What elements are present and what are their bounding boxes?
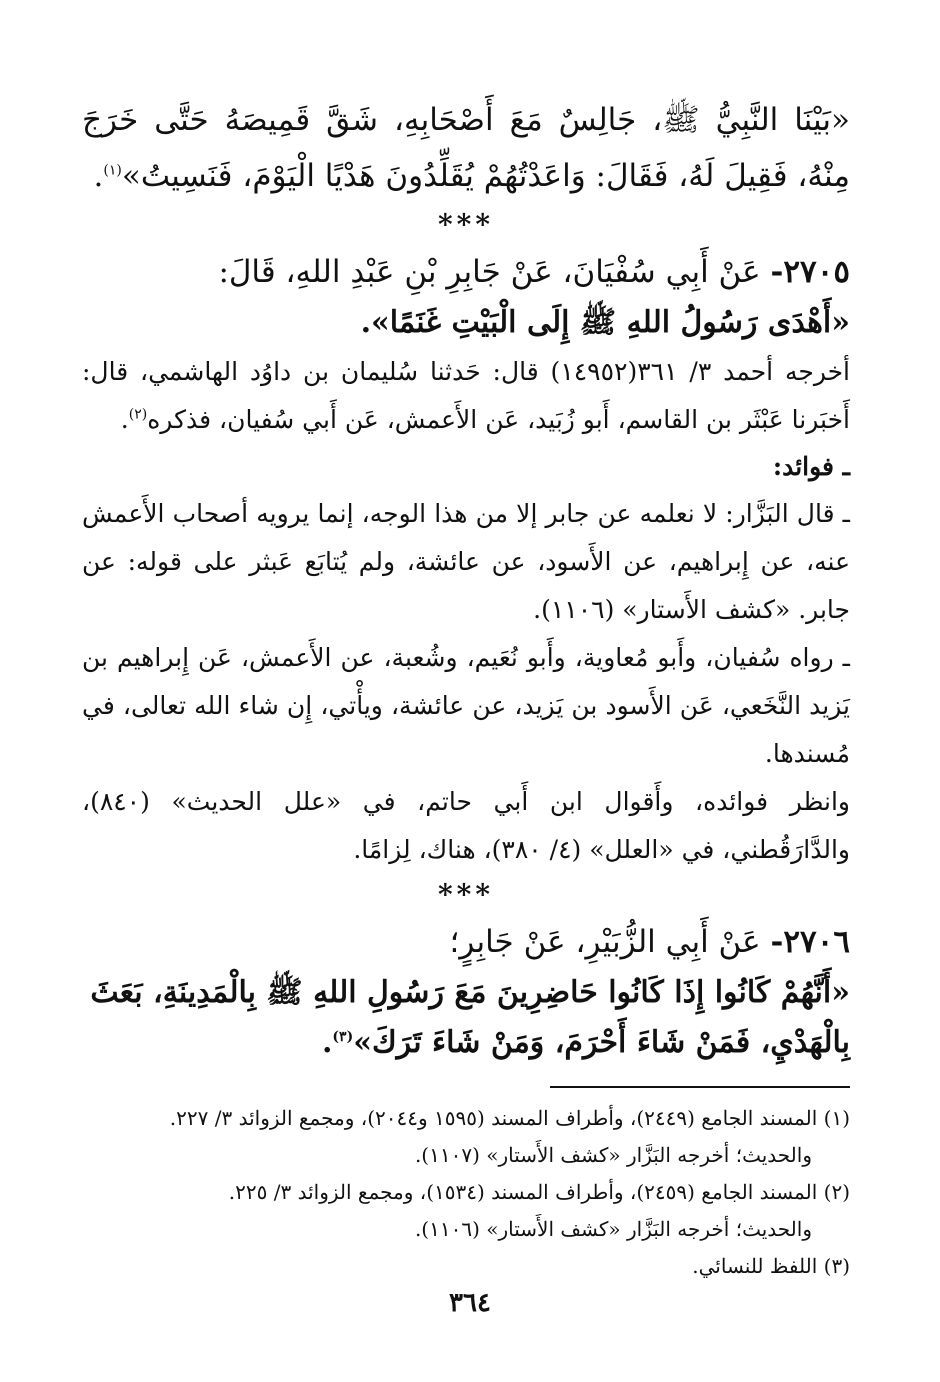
matn-text: «أَنَّهُمْ كَانُوا إِذَا كَانُوا حَاضِرِينَ مَعَ رَسُولِ اللهِ ﷺ بِالْمَدِينَةِ، بَعَثَ بِالْهَدْيِ، فَمَنْ شَاءَ أَحْرَمَ، وَمَنْ شَاءَ تَرَكَ»: [90, 975, 850, 1060]
footnote-text: المسند الجامع (٢٤٥٩)، وأطراف المسند (١٥٣٤)، ومجمع الزوائد ٣/ ٢٢٥.: [228, 1180, 818, 1204]
fawaid-paragraph-2: ـ رواه سُفيان، وأَبو مُعاوية، وأَبو نُعَيم، وشُعبة، عن الأَعمش، عَن إِبراهيم بن يَزيد النَّخَعي، عَن الأَسود بن يَزيد، عن عائشة، ويأْتي، إِن شاء الله تعالى، في مُسندها.: [82, 643, 850, 768]
footnote-1-continuation: والحديث؛ أخرجه البَزَّار «كشف الأَستار» (١١٠٧).: [414, 1143, 812, 1167]
entry-isnad: عَنْ أَبِي سُفْيَانَ، عَنْ جَابِرِ بْنِ عَبْدِ اللهِ، قَالَ:: [218, 254, 761, 290]
entry-number: ٢٧٠٦-: [770, 924, 850, 960]
page-number: ٣٦٤: [449, 1288, 491, 1318]
footnotes: [82, 1100, 850, 1285]
footnote-number: (١): [823, 1106, 850, 1130]
footnote-text: المسند الجامع (٢٤٤٩)، وأطراف المسند (١٥٩٥ و٢٠٤٤)، ومجمع الزوائد ٣/ ٢٢٧.: [169, 1106, 818, 1130]
footnote-ref-2: (٢): [128, 406, 148, 423]
footnote-number: (٢): [823, 1180, 850, 1204]
entry-2705-takhrij: أخرجه أحمد ٣/ ٣٦١(١٤٩٥٢) قال: حَدثنا سُليمان بن داوُد الهاشمي، قال: أَخبَرنا عَبْثَر بن القاسم، أَبو زُبَيد، عَن الأَعمش، عَن أَبي سُفيان، فذكره$^{(٢)}$.: [82, 357, 851, 434]
section-separator: ***: [438, 208, 494, 241]
fawaid-heading: ـ فوائد:: [772, 452, 850, 481]
matn-end: .: [321, 1025, 333, 1060]
footnote-divider: [550, 1086, 850, 1088]
entry-2706-matn: [82, 968, 850, 1068]
top-hadith-text: «بَيْنَا النَّبِيُّ ﷺ، جَالِسٌ مَعَ أَصْحَابِهِ، شَقَّ قَمِيصَهُ حَتَّى خَرَجَ مِنْهُ، فَقِيلَ لَهُ، فَقَالَ: وَاعَدْتُهُمْ يُقَلِّدُونَ هَدْيًا الْيَوْمَ، فَنَسِيتُ»: [82, 102, 850, 194]
entry-2705-header: [82, 246, 850, 298]
entry-2706-header: [82, 916, 850, 968]
footnote-number: (٣): [823, 1254, 850, 1278]
footnote-2-continuation: والحديث؛ أخرجه البَزَّار «كشف الأَستار» (١١٠٦).: [414, 1217, 812, 1241]
fawaid-paragraph-1: ـ قال البَزَّار: لا نعلمه عن جابر إلا من هذا الوجه، إنما يرويه أصحاب الأَعمش عنه، عن إِبراهيم، عن الأَسود، عن عائشة، ولم يُتابَع عَبثر على قوله: عن جابر. «كشف الأَستار» (١١٠٦).: [82, 499, 850, 624]
entry-2705-matn: «أَهْدَى رَسُولُ اللهِ ﷺ إِلَى الْبَيْتِ غَنَمًا».: [360, 305, 850, 340]
footnote-ref-1: (١): [103, 162, 122, 179]
footnote-ref-3: (٣): [332, 1029, 354, 1045]
top-hadith: «بَيْنَا النَّبِيُّ ﷺ، جَالِسٌ مَعَ أَصْحَابِهِ، شَقَّ قَمِيصَهُ حَتَّى خَرَجَ مِنْهُ، فَقِيلَ لَهُ، فَقَالَ: وَاعَدْتُهُمْ يُقَلِّدُونَ هَدْيًا الْيَوْمَ، فَنَسِيتُ»$^{(١)}$.: [82, 102, 850, 194]
takhrij-text: أخرجه أحمد ٣/ ٣٦١(١٤٩٥٢) قال: حَدثنا سُليمان بن داوُد الهاشمي، قال: أَخبَرنا عَبْثَر بن القاسم، أَبو زُبَيد، عَن الأَعمش، عَن أَبي سُفيان، فذكره: [82, 357, 851, 434]
footnote-1: [82, 1100, 850, 1137]
section-separator: ***: [438, 878, 494, 911]
footnote-3: [82, 1248, 850, 1285]
entry-number: ٢٧٠٥-: [770, 254, 850, 290]
entry-isnad: عَنْ أَبِي الزُّبَيْرِ، عَنْ جَابِرٍ؛: [449, 924, 761, 960]
footnote-text: اللفظ للنسائي.: [692, 1254, 818, 1278]
footnote-2: [82, 1174, 850, 1211]
fawaid-paragraph-3: وانظر فوائده، وأَقوال ابن أَبي حاتم، في «علل الحديث» (٨٤٠)، والدَّارَقُطني، في «العلل» (٤/ ٣٨٠)، هناك، لِزامًا.: [82, 787, 850, 864]
page-body: [82, 92, 850, 1342]
